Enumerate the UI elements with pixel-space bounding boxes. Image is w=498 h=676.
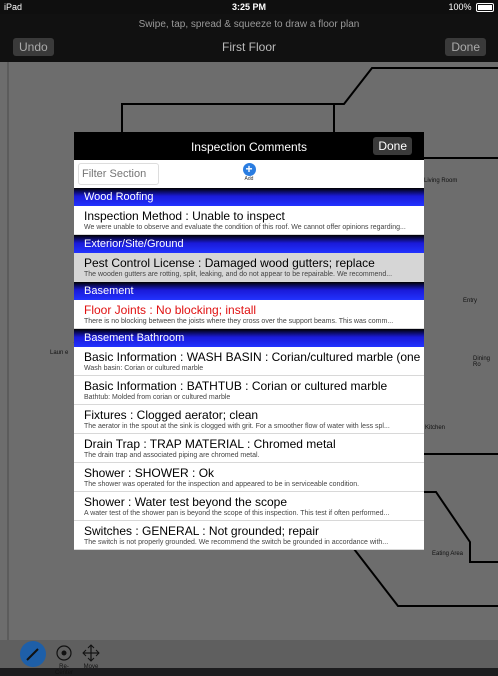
section-header: Basement Bathroom [74,329,424,347]
room-label-laundry: Laun e [50,350,69,356]
battery-icon [476,3,494,12]
comment-title: Floor Joints : No blocking; install [84,303,257,317]
draw-tool-icon [19,640,47,668]
comment-item[interactable] [74,521,424,550]
add-icon: + [243,163,256,176]
comment-detail: We were unable to observe and evaluate the condition of this roof. We cannot offer opinions regarding... [84,224,406,231]
recenter-icon [55,644,73,662]
move-label: Move [83,664,99,670]
battery-status [448,2,494,12]
comment-item-selected[interactable] [74,253,424,282]
device-label: iPad [4,2,23,12]
comment-title: Switches : GENERAL : Not grounded; repair [84,524,319,538]
comment-detail: Wash basin: Corian or cultured marble [84,365,204,372]
status-bar [0,0,498,14]
done-button[interactable]: Done [445,38,486,56]
modal-done-button[interactable]: Done [373,137,412,155]
add-comment-button[interactable] [240,163,258,182]
comment-title: Pest Control License : Damaged wood gutters; replace [84,256,375,270]
comment-item[interactable] [74,434,424,463]
room-label-living: Living Room [424,178,458,184]
comments-list[interactable] [74,188,424,546]
inspection-comments-modal [74,132,424,546]
comment-title: Basic Information : BATHTUB : Corian or cultured marble [84,379,388,393]
clock: 3:25 PM [231,2,266,12]
move-button[interactable] [79,644,103,670]
filter-section-input[interactable] [78,163,159,185]
add-label: Add [244,176,254,182]
comment-title: Basic Information : WASH BASIN : Corian/cultured marble (one [84,350,421,364]
comment-detail: Bathtub: Molded from corian or cultured marble [84,394,231,401]
comment-detail: There is no blocking between the joists where they cross over the support beams. This was comm... [84,318,394,325]
comment-title: Fixtures : Clogged aerator; clean [84,408,259,422]
recenter-button[interactable] [52,644,76,676]
room-label-entry: Entry [463,298,478,304]
comment-item[interactable] [74,300,424,329]
modal-title: Inspection Comments [190,140,308,154]
section-header: Exterior/Site/Ground [74,235,424,253]
comment-item[interactable] [74,376,424,405]
comment-detail: The wooden gutters are rotting, split, leaking, and do not appear to be repairable. We recommend... [84,271,393,278]
comment-title: Shower : Water test beyond the scope [84,495,287,509]
recenter-label: Re-Center [54,664,73,676]
floor-title: First Floor [222,40,276,54]
comment-detail: The switch is not properly grounded. We recommend the switch be grounded in accordance with... [84,539,389,546]
section-header: Wood Roofing [74,188,424,206]
undo-button[interactable]: Undo [13,38,54,56]
instruction-hint: Swipe, tap, spread & squeeze to draw a floor plan [0,14,498,36]
comment-detail: The drain trap and associated piping are chromed metal. [84,452,260,459]
comment-detail: The aerator in the spout at the sink is clogged with grit. For a smoother flow of water with less spl... [84,423,390,430]
modal-header [74,132,424,160]
bottom-toolbar [0,640,498,676]
comment-title: Shower : SHOWER : Ok [84,466,215,480]
move-icon [82,644,100,662]
draw-tool-button[interactable] [19,640,47,670]
comment-detail: A water test of the shower pan is beyond the scope of this inspection. This test if often performed... [84,510,390,517]
comment-item[interactable] [74,347,424,376]
comment-title: Drain Trap : TRAP MATERIAL : Chromed metal [84,437,336,451]
section-header: Basement [74,282,424,300]
nav-bar [0,36,498,62]
comment-detail: The shower was operated for the inspection and appeared to be in serviceable condition. [84,481,360,488]
room-label-dining: Dining Ro [473,356,491,368]
filter-row [74,160,424,188]
room-label-eating: Eating Area [432,551,464,557]
room-label-kitchen: Kitchen [425,425,446,431]
comment-item[interactable] [74,492,424,521]
comment-item[interactable] [74,463,424,492]
battery-percent: 100% [448,2,472,12]
comment-title: Inspection Method : Unable to inspect [84,209,285,223]
comment-item[interactable] [74,405,424,434]
comment-item[interactable] [74,206,424,235]
